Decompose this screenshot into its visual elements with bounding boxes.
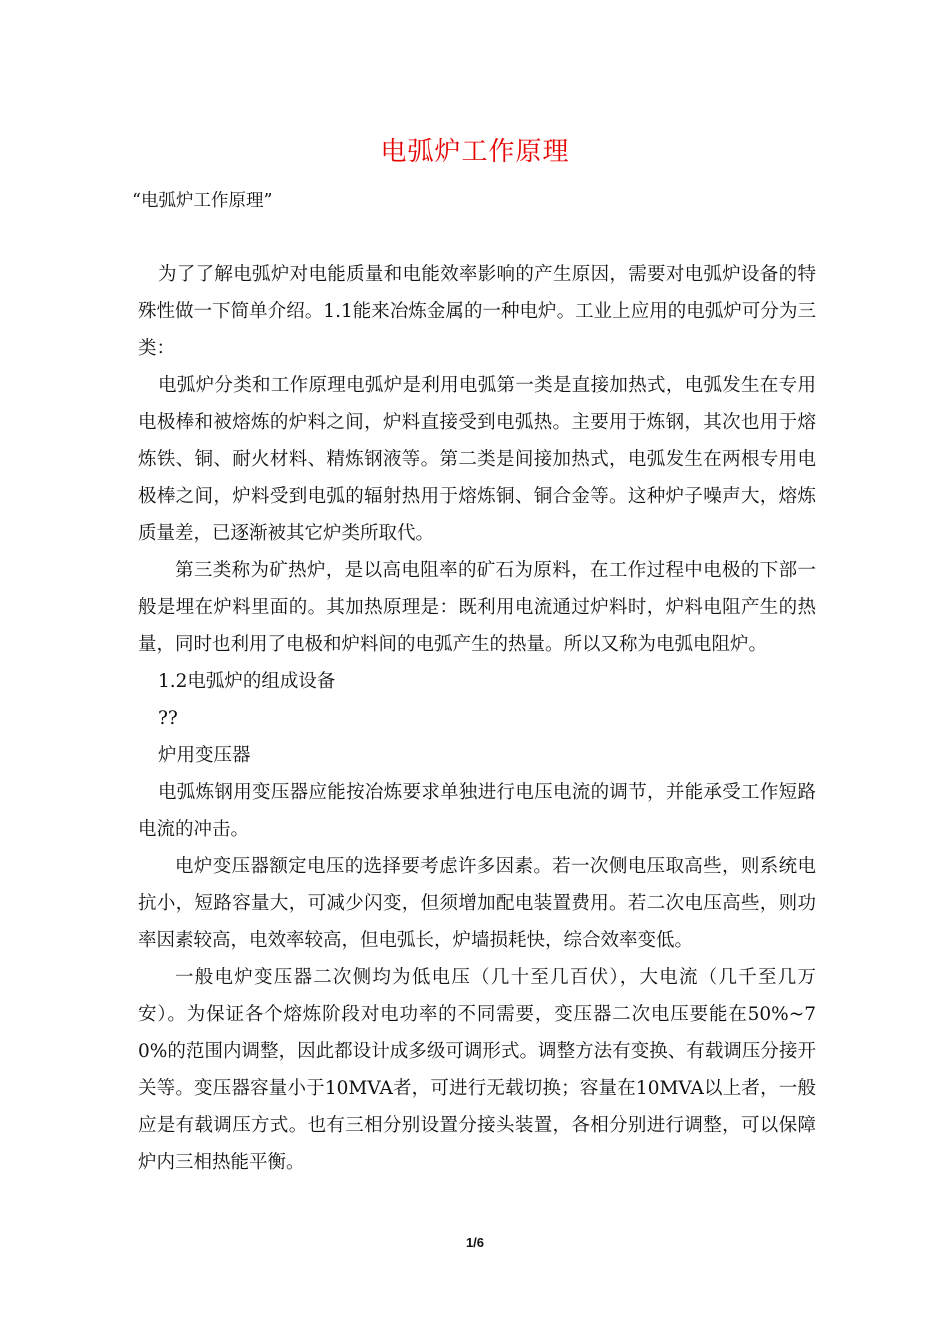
paragraph-classification: 电弧炉分类和工作原理电弧炉是利用电弧第一类是直接加热式，电弧发生在专用电极棒和被熔炼的炉料之间，炉料直接受到电弧热。主要用于炼钢，其次也用于熔炼铁、铜、耐火材料、精炼钢液等。第二类是间接加热式，电弧发生在两根专用电极棒之间，炉料受到电弧的辐射热用于熔炼铜、铜合金等。这种炉子噪声大，熔炼质量差，已逐渐被其它炉类所取代。 xyxy=(138,375,816,544)
paragraph-submerged-arc: 第三类称为矿热炉，是以高电阻率的矿石为原料，在工作过程中电极的下部一般是埋在炉料里面的。其加热原理是：既利用电流通过炉料时，炉料电阻产生的热量，同时也利用了电极和炉料间的电弧产生的热量。所以又称为电弧电阻炉。 xyxy=(138,560,816,655)
placeholder-marks: ?? xyxy=(158,708,178,729)
paragraph-transformer-requirement: 电弧炼钢用变压器应能按冶炼要求单独进行电压电流的调节，并能承受工作短路电流的冲击。 xyxy=(138,782,816,840)
subheading-furnace-transformer: 炉用变压器 xyxy=(158,745,251,766)
document-title: 电弧炉工作原理 xyxy=(380,137,570,167)
paragraph-intro: 为了了解电弧炉对电能质量和电能效率影响的产生原因，需要对电弧炉设备的特殊性做一下简单介绍。1.1能来冶炼金属的一种电炉。工业上应用的电弧炉可分为三类： xyxy=(138,264,816,359)
page-number: 1/6 xyxy=(465,1235,485,1250)
paragraph-secondary-side: 一般电炉变压器二次侧均为低电压（几十至几百伏），大电流（几千至几万安）。为保证各个熔炼阶段对电功率的不同需要，变压器二次电压要能在50%~70%的范围内调整，因此都设计成多级可调形式。调整方法有变换、有载调压分接开关等。变压器容量小于10MVA者，可进行无载切换；容量在10MVA以上者，一般应是有载调压方式。也有三相分别设置分接头装置，各相分别进行调整，可以保障炉内三相热能平衡。 xyxy=(138,967,816,1173)
document-subtitle: “电弧炉工作原理” xyxy=(132,191,273,211)
document-body xyxy=(138,256,816,1181)
paragraph-rated-voltage: 电炉变压器额定电压的选择要考虑许多因素。若一次侧电压取高些，则系统电抗小，短路容量大，可减少闪变，但须增加配电装置费用。若二次电压高些，则功率因素较高，电效率较高，但电弧长，炉墙损耗快，综合效率变低。 xyxy=(138,856,816,951)
section-heading-equipment: 1.2电弧炉的组成设备 xyxy=(158,671,336,692)
